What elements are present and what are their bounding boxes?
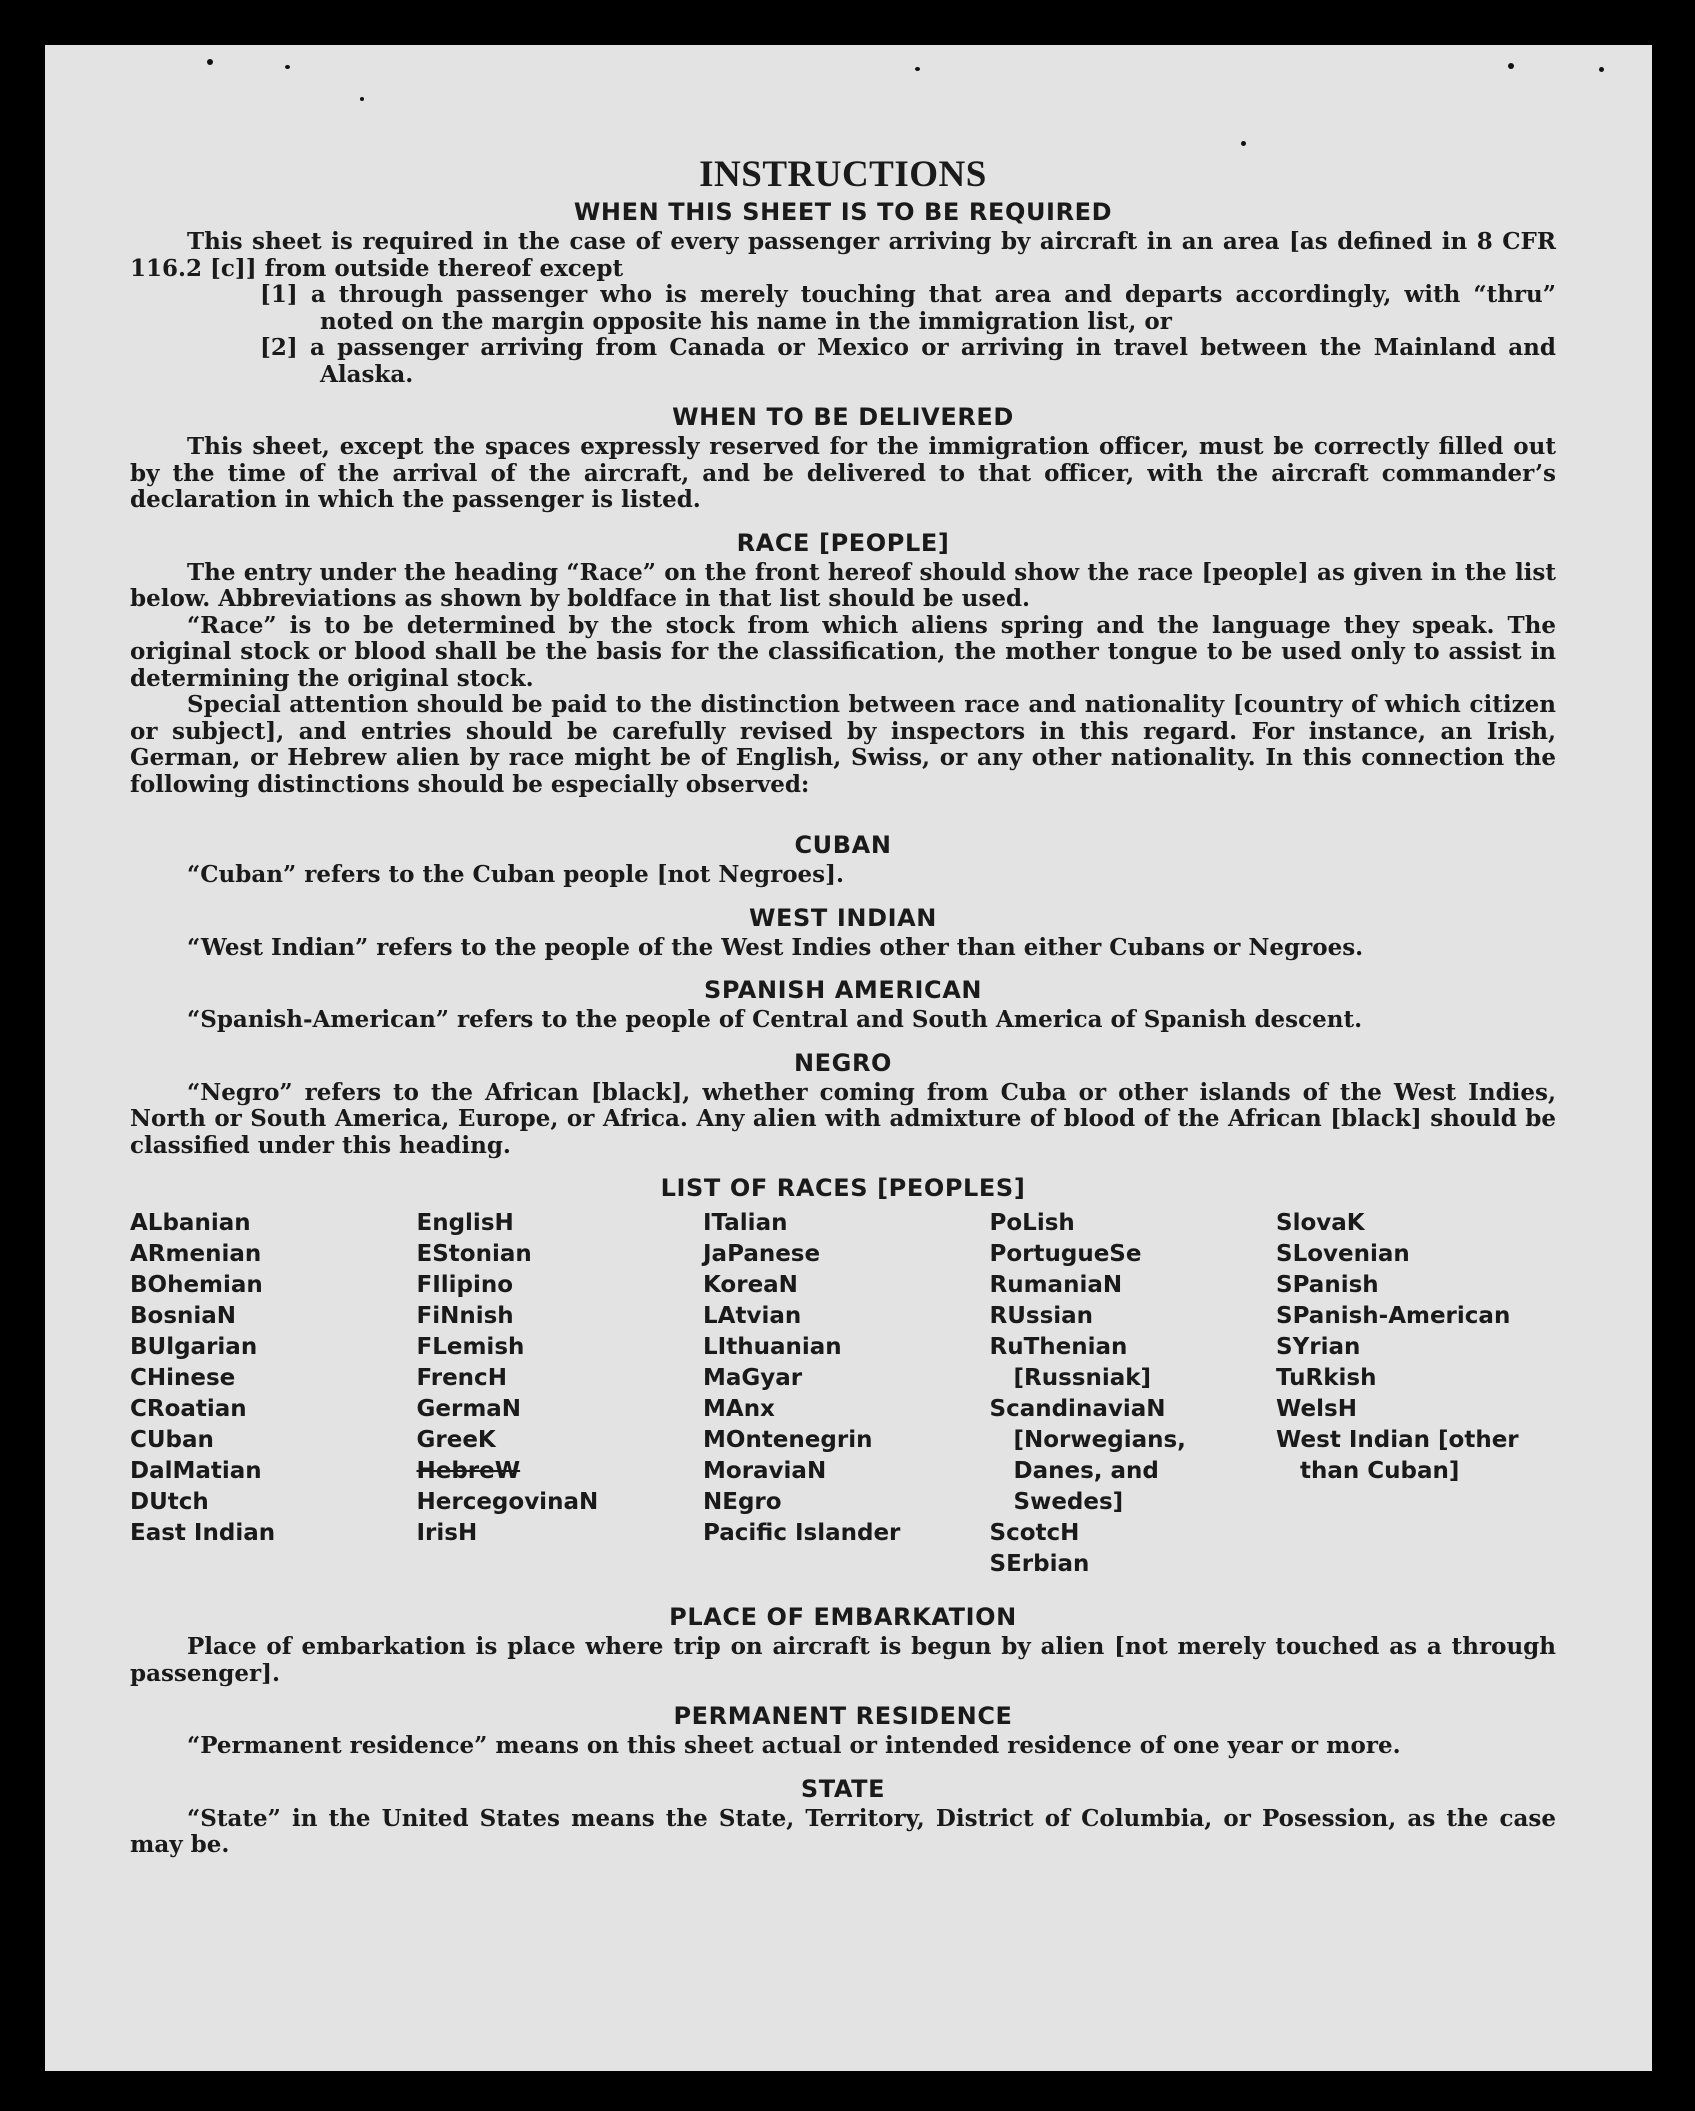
heading-negro: NEGRO (793, 1048, 893, 1077)
race-entry: BOhemian (130, 1272, 263, 1298)
ink-speck (207, 59, 213, 65)
race-entry: MaGyar (703, 1365, 803, 1391)
heading-state: STATE (800, 1774, 886, 1803)
race-entry: FrencH (416, 1365, 507, 1391)
race-entry: WelsH (1276, 1396, 1357, 1422)
ink-speck (285, 65, 290, 69)
race-entry: RUssian (989, 1303, 1094, 1329)
race-entry: FIlipino (416, 1272, 514, 1298)
ink-speck (360, 97, 364, 101)
race-entry: CRoatian (130, 1396, 247, 1422)
heading-west-indian: WEST INDIAN (748, 903, 937, 932)
state-text: “State” in the United States means the State, Territory, District of Columbia, or Posession, as the case may be. (130, 1804, 1556, 1858)
when-delivered-text: This sheet, except the spaces expressly reserved for the immigration officer, must be correctly filled out by the time of the arrival of the aircraft, and be delivered to that officer, with the aircraft commander’s declaration in which the passenger is listed. (130, 433, 1556, 513)
race-entry: IrisH (416, 1520, 478, 1546)
race-entry: MAnx (703, 1396, 775, 1422)
race-entry: EStonian (416, 1241, 532, 1267)
race-entry: SLovenian (1276, 1241, 1410, 1267)
race-entry: SErbian (989, 1551, 1090, 1577)
race-entry: ARmenian (130, 1241, 262, 1267)
negro-text: “Negro” refers to the African [black], whether coming from Cuba or other islands of the West Indies, North or South America, Europe, or Africa. Any alien with admixture of blood of the African [black] should be classified under this heading. (130, 1078, 1556, 1159)
race-entry: East Indian (130, 1520, 276, 1546)
race-entry: SPanish-American (1276, 1303, 1511, 1329)
heading-when-delivered: WHEN TO BE DELIVERED (672, 403, 1014, 431)
race-column-2 (417, 1208, 697, 1580)
race-entry: MOntenegrin (703, 1427, 873, 1453)
heading-race: RACE [PEOPLE] (736, 528, 950, 557)
instructions-content (130, 153, 1556, 1859)
exception-item-2: [2] a passenger arriving from Canada or Mexico or arriving in travel between the Mainland and Alaska. (260, 334, 1556, 388)
race-column-5 (1276, 1208, 1556, 1580)
ink-speck (1241, 141, 1246, 146)
race-entry: PoLish (989, 1210, 1075, 1236)
race-entry: Pacific Islander (703, 1520, 901, 1546)
race-entry: PortugueSe (989, 1241, 1142, 1267)
embarkation-text: Place of embarkation is place where trip on aircraft is begun by alien [not merely touched as a through passenger]. (130, 1633, 1556, 1687)
race-entry: CUban (130, 1427, 214, 1453)
race-paragraph-1: The entry under the heading “Race” on the front hereof should show the race [people] as given in the list below. Abbreviations as shown by boldface in that list should be used. (130, 558, 1556, 612)
race-entry: ScandinaviaN [Norwegians, Danes, and Swedes] (989, 1396, 1186, 1515)
race-paragraph-2: “Race” is to be determined by the stock from which aliens spring and the language they speak. The original stock or blood shall be the basis for the classification, the mother tongue to be used only to assist in determining the original stock. (130, 611, 1556, 692)
race-entry: ScotcH (989, 1520, 1080, 1546)
ink-speck (915, 67, 920, 71)
race-entry: BosniaN (130, 1303, 237, 1329)
race-entry: ITalian (703, 1210, 788, 1236)
west-indian-text: “West Indian” refers to the people of the West Indies other than either Cubans or Negroes. (187, 933, 1364, 961)
race-entry: SlovaK (1276, 1210, 1365, 1236)
race-entry: GermaN (416, 1396, 522, 1422)
heading-spanish-american: SPANISH AMERICAN (703, 976, 983, 1004)
heading-list-of-races: LIST OF RACES [PEOPLES] (660, 1174, 1026, 1202)
race-entry: MoraviaN (703, 1458, 827, 1484)
race-entry: RuThenian [Russniak] (989, 1334, 1152, 1391)
heading-permanent-residence: PERMANENT RESIDENCE (673, 1702, 1013, 1730)
document-page (45, 45, 1652, 2071)
race-entry: EnglisH (416, 1210, 514, 1236)
race-column-4 (990, 1208, 1270, 1580)
permanent-residence-text: “Permanent residence” means on this sheet actual or intended residence of one year or more. (187, 1732, 1401, 1759)
race-entry: RumaniaN (989, 1272, 1123, 1298)
race-entry: West Indian [other than Cuban] (1276, 1427, 1519, 1484)
race-entry: TuRkish (1276, 1365, 1377, 1391)
race-entry: ALbanian (130, 1210, 251, 1236)
race-entry: BUlgarian (130, 1334, 258, 1360)
race-entry: LAtvian (703, 1303, 802, 1329)
race-entry: DalMatian (130, 1458, 262, 1484)
race-entry: FiNnish (416, 1303, 514, 1329)
race-entry: GreeK (416, 1427, 496, 1453)
cuban-text: “Cuban” refers to the Cuban people [not Negroes]. (187, 861, 845, 888)
race-entry: JaPanese (703, 1241, 821, 1267)
race-entry: DUtch (130, 1489, 209, 1515)
heading-cuban: CUBAN (794, 831, 892, 859)
spanish-american-text: “Spanish-American” refers to the people of Central and South America of Spanish descent. (187, 1006, 1363, 1033)
exception-item-1: [1] a through passenger who is merely touching that area and departs accordingly, with “thru” noted on the margin opposite his name in the immigration list, or (260, 281, 1556, 335)
race-entry: SPanish (1276, 1272, 1379, 1298)
race-column-1 (130, 1208, 410, 1580)
ink-speck (1508, 63, 1514, 69)
race-entry-struck-out: HebreW (416, 1458, 521, 1484)
race-entry: LIthuanian (703, 1334, 842, 1360)
ink-speck (1599, 67, 1604, 72)
race-column-3 (703, 1208, 983, 1580)
race-entry: KoreaN (703, 1272, 798, 1298)
race-entry: CHinese (130, 1365, 236, 1391)
race-entry: FLemish (416, 1334, 525, 1360)
race-entry: NEgro (703, 1489, 782, 1515)
race-entry: HercegovinaN (416, 1489, 599, 1515)
page-title: INSTRUCTIONS (699, 154, 987, 195)
heading-when-required: WHEN THIS SHEET IS TO BE REQUIRED (573, 198, 1113, 226)
heading-embarkation: PLACE OF EMBARKATION (669, 1603, 1017, 1631)
race-list (130, 1208, 1556, 1580)
race-paragraph-3: Special attention should be paid to the distinction between race and nationality [country of which citizen or subject], and entries should be carefully revised by inspectors in this regard. For instance, an Irish, German, or Hebrew alien by race might be of English, Swiss, or any other nationality. In this connection the following distinctions should be especially observed: (130, 691, 1556, 798)
when-required-intro: This sheet is required in the case of every passenger arriving by aircraft in an area [as defined in 8 CFR 116.2 [c]] from outside thereof except (130, 228, 1556, 282)
race-entry: SYrian (1276, 1334, 1361, 1360)
